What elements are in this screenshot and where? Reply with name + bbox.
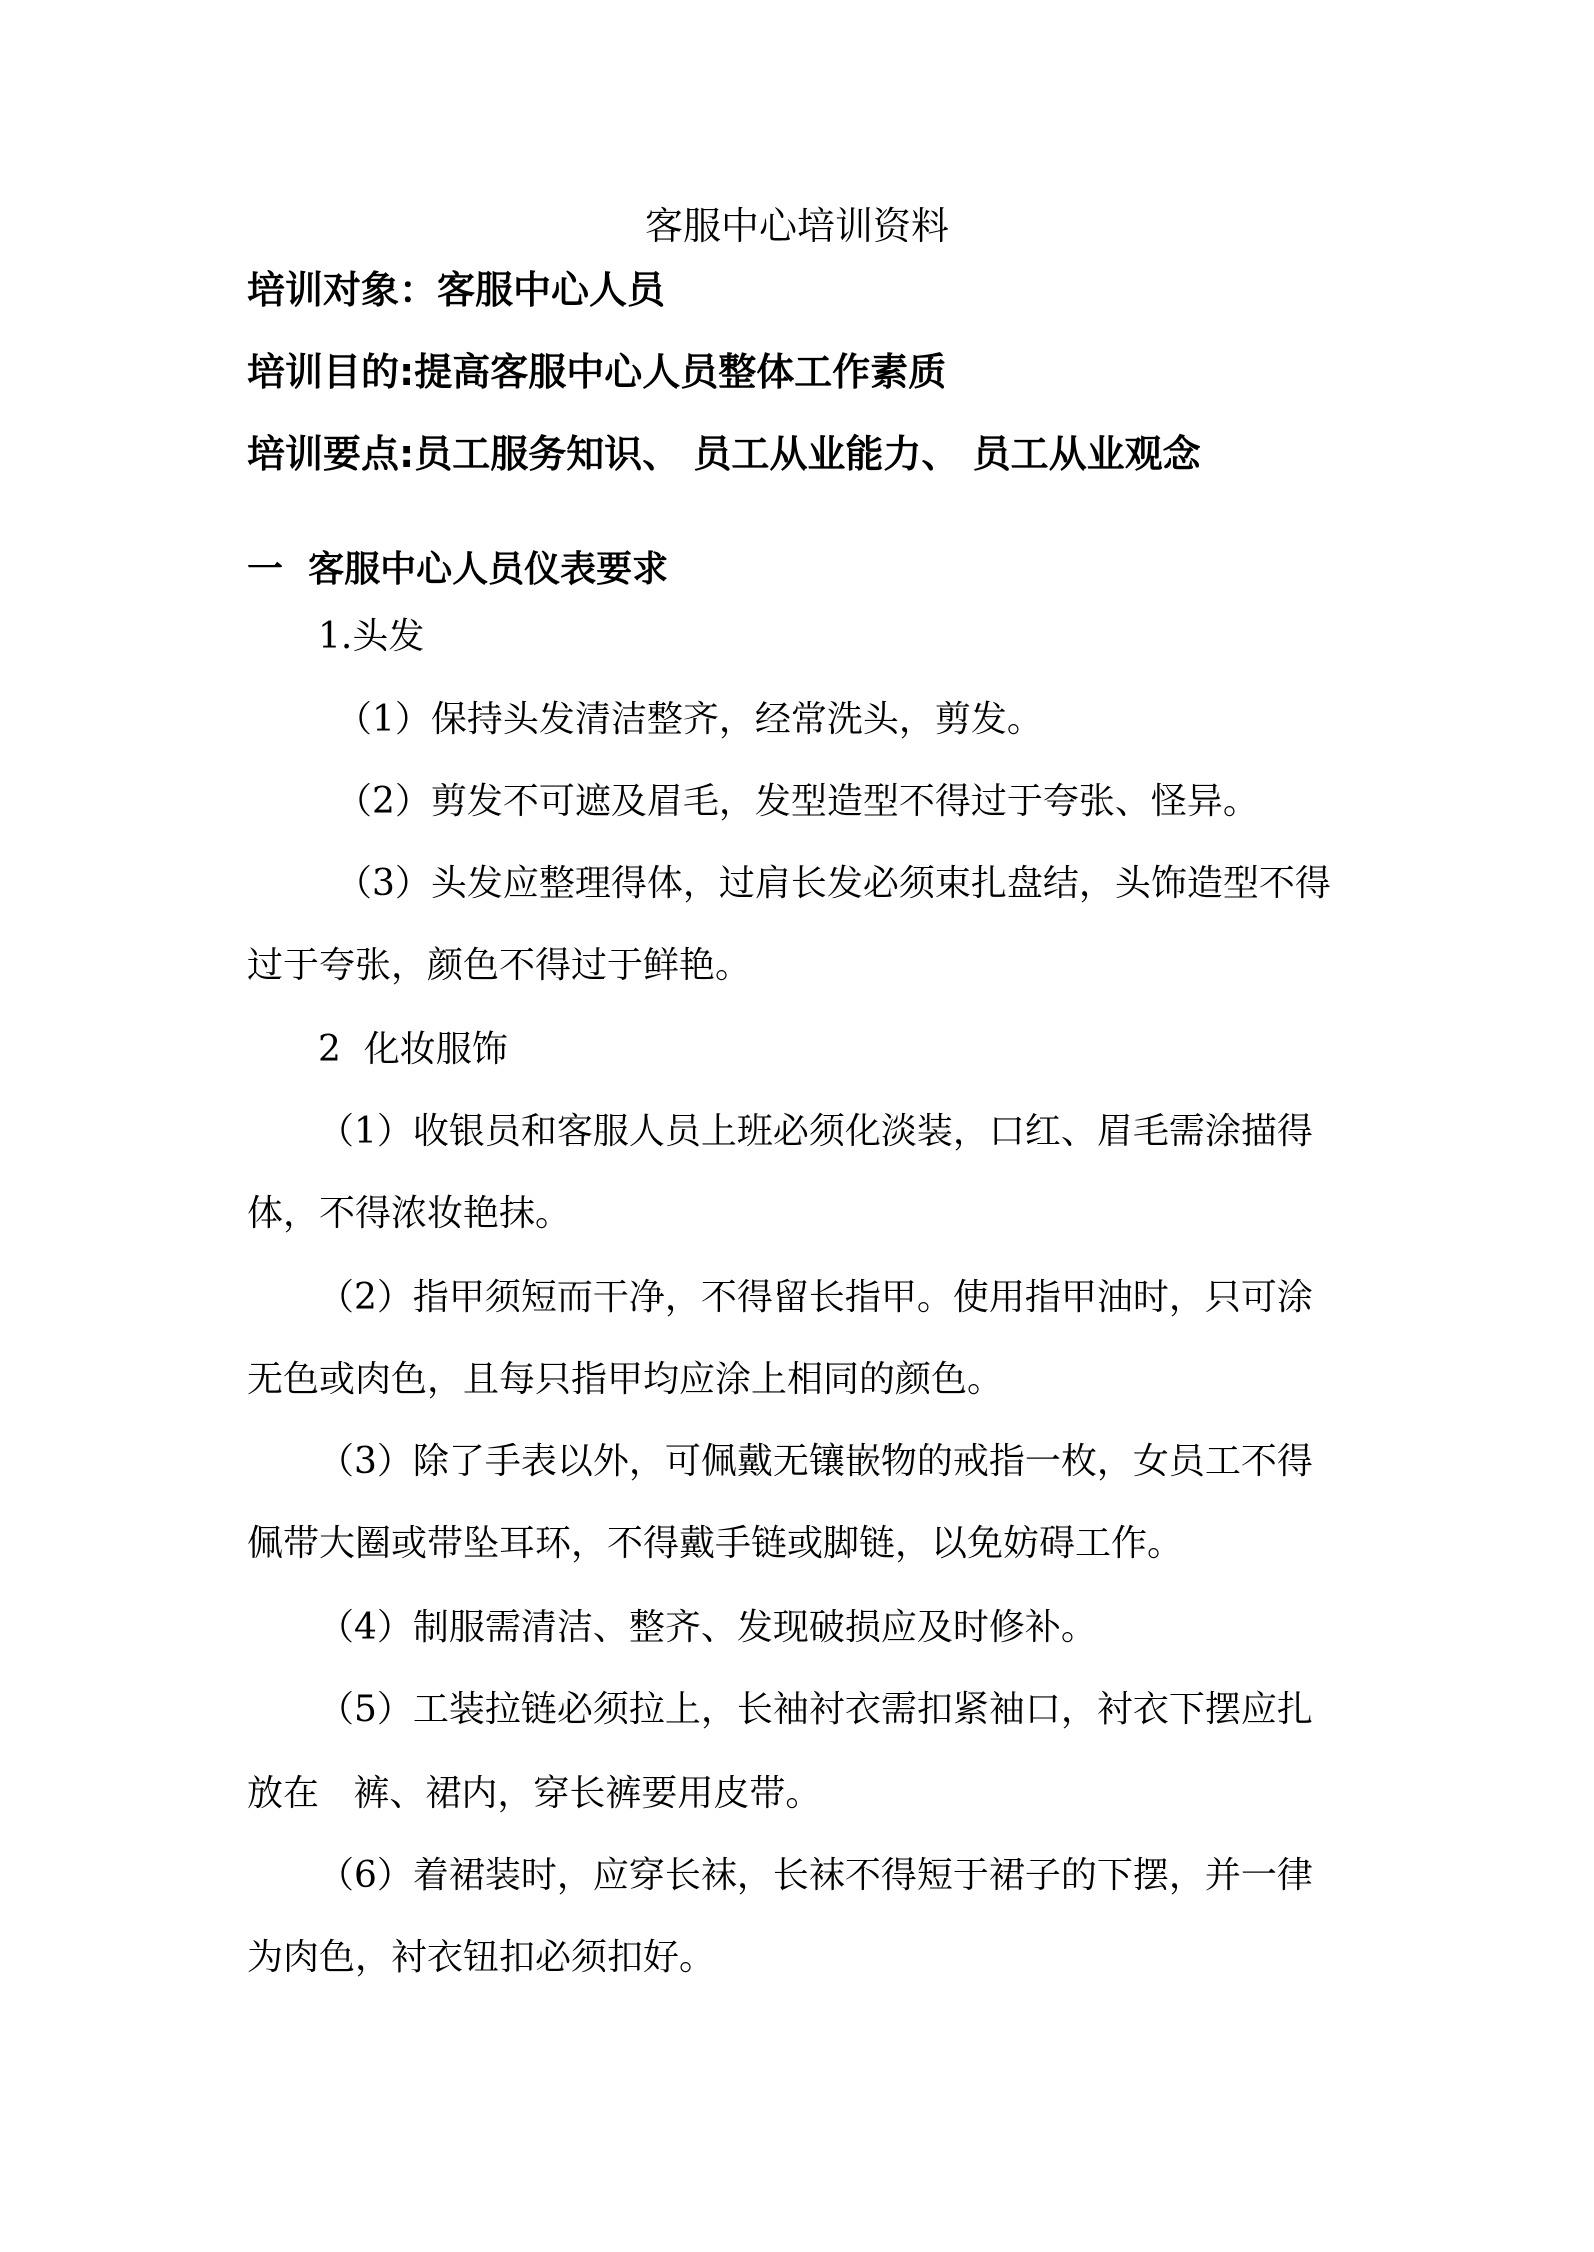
hair-item: （2）剪发不可遮及眉毛，发型造型不得过于夸张、怪异。	[336, 781, 1259, 822]
training-purpose: 培训目的:提高客服中心人员整体工作素质	[247, 350, 947, 394]
makeup-item-continuation: 佩带大圈或带坠耳环，不得戴手链或脚链，以免妨碍工作。	[247, 1523, 1184, 1564]
training-points: 培训要点:员工服务知识、 员工从业能力、 员工从业观念	[247, 432, 1201, 476]
makeup-item: （5）工装拉链必须拉上，长袖衬衣需扣紧袖口，衬衣下摆应扎	[318, 1689, 1313, 1730]
makeup-item: （3）除了手表以外，可佩戴无镶嵌物的戒指一枚，女员工不得	[318, 1441, 1313, 1482]
makeup-item: （2）指甲须短而干净，不得留长指甲。使用指甲油时，只可涂	[318, 1277, 1313, 1318]
section-heading: 一 客服中心人员仪表要求	[247, 549, 669, 590]
makeup-item: （1）收银员和客服人员上班必须化淡装，口红、眉毛需涂描得	[318, 1111, 1313, 1152]
makeup-item-continuation: 体，不得浓妆艳抹。	[247, 1193, 572, 1234]
makeup-item-continuation: 无色或肉色，且每只指甲均应涂上相同的颜色。	[247, 1359, 1004, 1400]
hair-item: （1）保持头发清洁整齐，经常洗头，剪发。	[336, 699, 1043, 740]
makeup-item-continuation: 为肉色，衬衣钮扣必须扣好。	[247, 1937, 716, 1978]
hair-item: （3）头发应整理得体，过肩长发必须束扎盘结，头饰造型不得	[336, 863, 1331, 904]
training-target: 培训对象：客服中心人员	[247, 268, 666, 312]
hair-item-continuation: 过于夸张，颜色不得过于鲜艳。	[247, 945, 752, 986]
makeup-item-continuation: 放在 裤、裙内，穿长裤要用皮带。	[247, 1773, 822, 1814]
makeup-item: （4）制服需清洁、整齐、发现破损应及时修补。	[318, 1607, 1097, 1648]
subsection-title-makeup: 2 化妆服饰	[318, 1029, 508, 1070]
makeup-item: （6）着裙装时，应穿长袜，长袜不得短于裙子的下摆，并一律	[318, 1855, 1313, 1896]
document-title: 客服中心培训资料	[644, 204, 949, 248]
subsection-title-hair: 1.头发	[318, 616, 425, 657]
